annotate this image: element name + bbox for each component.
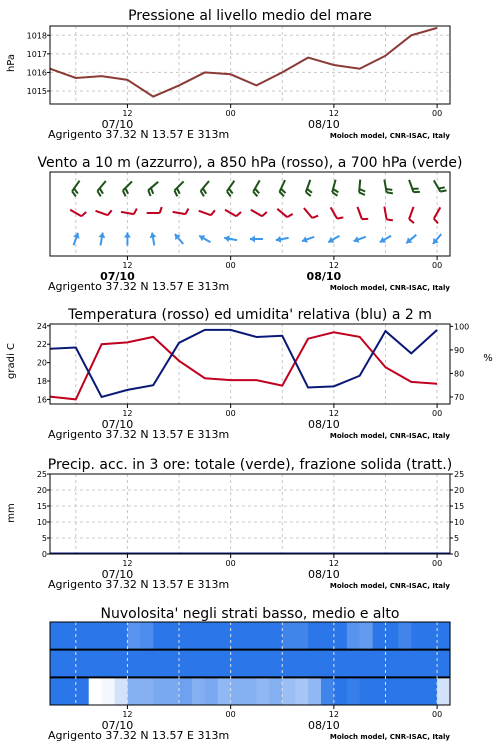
cloud-cell-alto (334, 622, 348, 650)
cloud-cell-basso (334, 677, 348, 705)
x-tick-label: 00 (432, 109, 443, 118)
cloud-cell-medio (50, 650, 64, 678)
pressure-frame (50, 26, 450, 104)
x-tick-label: 12 (328, 559, 339, 568)
wind-barb-10m (380, 236, 391, 243)
x-tick-label: 12 (328, 261, 339, 270)
cloud-cell-medio (256, 650, 270, 678)
y-tick-label: 10 (36, 518, 47, 527)
wind-barb-700 (97, 181, 105, 196)
barb-shaft (148, 182, 158, 190)
barb-flag (409, 219, 414, 223)
cloud-cell-alto (231, 622, 245, 650)
wind-barb-700 (384, 180, 393, 194)
x-tick-label: 00 (225, 409, 236, 418)
pressure-panel (6, 8, 450, 141)
cloud-cell-alto (385, 622, 399, 650)
wind-barb-10m (406, 235, 416, 243)
location-label: Agrigento 37.32 N 13.57 E 313m (48, 729, 230, 742)
date-label: 07/10 (100, 270, 135, 283)
wind-barb-850 (304, 208, 318, 218)
cloud-cell-basso (385, 677, 399, 705)
barb-flag (201, 191, 204, 196)
barb-flag (236, 212, 241, 216)
cloud-cell-medio (179, 650, 193, 678)
wind-barb-700 (280, 180, 286, 196)
cloud-cell-alto (411, 622, 425, 650)
cloud-cell-basso (437, 677, 451, 705)
cloud-cell-basso (231, 677, 245, 705)
cloud-cell-basso (360, 677, 374, 705)
barb-shaft (359, 180, 360, 193)
cloud-cell-alto (360, 622, 374, 650)
temperature-panel (6, 307, 493, 441)
cloud-cell-medio (89, 650, 103, 678)
cloud-cell-medio (192, 650, 206, 678)
pressure-ylabel: hPa (6, 53, 17, 73)
wind-barb-700 (174, 181, 183, 196)
cloud-cell-basso (411, 677, 425, 705)
y-tick-label-right: 25 (454, 470, 465, 479)
wind-barb-10m (302, 236, 314, 243)
barb-flag (332, 192, 337, 195)
cloud-cell-medio (398, 650, 412, 678)
wind-barb-10m (124, 233, 131, 246)
barb-head (250, 236, 255, 243)
cloud-cell-alto (63, 622, 77, 650)
location-label: Agrigento 37.32 N 13.57 E 313m (48, 128, 230, 141)
pressure-line (50, 28, 437, 97)
wind-barb-10m (224, 235, 237, 242)
barb-shaft (96, 211, 108, 215)
cloud-cell-medio (140, 650, 154, 678)
wind-barb-850 (70, 210, 86, 217)
barb-flag (387, 219, 393, 220)
wind-barb-700 (123, 181, 132, 196)
wind-barb-700 (72, 181, 79, 197)
cloud-cell-basso (140, 677, 154, 705)
barb-flag (185, 209, 188, 215)
x-tick-label: 00 (225, 559, 236, 568)
barb-shaft (384, 180, 386, 193)
cloud-cell-basso (127, 677, 141, 705)
cloud-cell-medio (76, 650, 90, 678)
wind-barb-700 (359, 180, 365, 195)
wind-barb-10m (328, 236, 339, 243)
wind-barb-700 (148, 182, 158, 196)
cloud-cell-medio (218, 650, 232, 678)
cloud-cell-basso (424, 677, 438, 705)
cloud-cell-alto (424, 622, 438, 650)
barb-flag (203, 188, 206, 193)
cloud-cell-basso (63, 677, 77, 705)
credit-label: Moloch model, CNR-ISAC, Italy (329, 284, 450, 292)
cloud-cell-basso (256, 677, 270, 705)
cloud-cell-alto (256, 622, 270, 650)
x-tick-label: 12 (122, 109, 133, 118)
cloud-cell-basso (205, 677, 219, 705)
barb-flag (386, 189, 392, 190)
cloud-cell-medio (244, 650, 258, 678)
cloud-cell-alto (50, 622, 64, 650)
cloud-cell-basso (308, 677, 322, 705)
y-tick-label: 16 (36, 395, 47, 405)
y-tick-label: 1016 (26, 68, 47, 78)
barb-flag (262, 212, 267, 216)
y-tick-label: 20 (36, 486, 47, 495)
cloud-cell-medio (282, 650, 296, 678)
y-tick-label-right: 5 (454, 534, 460, 543)
wind-barb-10m (250, 236, 263, 243)
cloud-cell-medio (437, 650, 451, 678)
barb-flag (81, 212, 86, 216)
cloud-cell-alto (102, 622, 116, 650)
cloud-cell-alto (218, 622, 232, 650)
x-tick-label: 12 (122, 559, 133, 568)
cloud-cell-alto (166, 622, 180, 650)
wind-barb-850 (331, 207, 344, 218)
barb-flag (134, 209, 137, 215)
wind-barb-10m (150, 233, 157, 246)
barb-flag (72, 191, 76, 196)
cloud-cell-alto (321, 622, 335, 650)
wind-barb-700 (227, 181, 234, 197)
location-label: Agrigento 37.32 N 13.57 E 313m (48, 280, 230, 293)
y-tick-label: 15 (36, 502, 47, 511)
x-tick-label: 12 (328, 710, 339, 719)
cloud-cell-basso (347, 677, 361, 705)
cloud-cell-alto (192, 622, 206, 650)
x-tick-label: 12 (328, 409, 339, 418)
wind-barb-10m (199, 235, 210, 242)
cloud-cell-basso (244, 677, 258, 705)
precipitation-ylabel: mm (6, 503, 17, 523)
precipitation-panel (6, 457, 464, 591)
x-tick-label: 00 (225, 710, 236, 719)
y-tick-label: 25 (36, 470, 47, 479)
cloud-cell-basso (218, 677, 232, 705)
cloud-cell-basso (89, 677, 103, 705)
precipitation-title: Precip. acc. in 3 ore: totale (verde), frazione solida (tratt.) (47, 457, 453, 473)
barb-flag (227, 191, 231, 196)
barb-flag (253, 192, 257, 197)
barb-shaft (201, 181, 209, 191)
cloud-cell-alto (140, 622, 154, 650)
barb-flag (255, 189, 259, 194)
y-tick-label-right: 20 (454, 486, 465, 495)
barb-shaft (304, 208, 312, 218)
x-tick-label: 00 (432, 409, 443, 418)
x-tick-label: 12 (122, 409, 133, 418)
cloud-cell-medio (166, 650, 180, 678)
cloud-cell-alto (127, 622, 141, 650)
cloud-cell-medio (334, 650, 348, 678)
cloud-cell-alto (115, 622, 129, 650)
x-tick-label: 12 (122, 710, 133, 719)
wind-panel (37, 155, 462, 293)
humidity-ylabel: % (483, 353, 493, 364)
barb-flag (100, 188, 103, 193)
cloud-cell-basso (321, 677, 335, 705)
barb-shaft (123, 181, 132, 190)
wind-title: Vento a 10 m (azzurro), a 850 hPa (rosso), a 700 hPa (verde) (37, 155, 463, 171)
x-tick-label: 00 (432, 261, 443, 270)
barb-shaft (251, 210, 262, 217)
cloud-cell-alto (89, 622, 103, 650)
cloud-cell-alto (244, 622, 258, 650)
y-tick-label: 1017 (26, 49, 47, 59)
wind-barb-850 (173, 209, 189, 215)
wind-barb-850 (384, 207, 393, 221)
cloud-cell-basso (102, 677, 116, 705)
credit-label: Moloch model, CNR-ISAC, Italy (329, 582, 450, 590)
barb-shaft (409, 207, 413, 219)
wind-barb-850 (96, 210, 112, 215)
wind-barb-10m (276, 236, 289, 243)
wind-barb-700 (306, 180, 312, 196)
cloud-cell-basso (398, 677, 412, 705)
barb-flag (160, 207, 162, 213)
humidity-line (50, 330, 437, 397)
date-label: 07/10 (101, 118, 134, 131)
y-tick-label: 0 (41, 550, 47, 559)
barb-flag (97, 191, 100, 196)
barb-flag (287, 214, 292, 217)
cloud-cell-alto (153, 622, 167, 650)
cloud-cell-medio (373, 650, 387, 678)
location-label: Agrigento 37.32 N 13.57 E 313m (48, 578, 230, 591)
barb-shaft (357, 207, 361, 219)
barb-flag (312, 216, 318, 218)
wind-barb-700 (253, 180, 259, 196)
cloud-cell-medio (308, 650, 322, 678)
y-tick-label-right: 90 (454, 345, 465, 355)
cloud-cell-medio (347, 650, 361, 678)
y-tick-label: 5 (41, 534, 47, 543)
wind-barb-850 (121, 209, 137, 215)
cloud-cell-basso (282, 677, 296, 705)
date-label: 08/10 (308, 118, 340, 131)
cloud-cell-medio (231, 650, 245, 678)
temperature-title: Temperatura (rosso) ed umidita' relativa (blu) a 2 m (68, 307, 432, 323)
wind-barb-700 (332, 180, 338, 196)
date-label: 08/10 (308, 418, 340, 431)
cloud-cell-alto (269, 622, 283, 650)
wind-frame (50, 172, 450, 256)
y-tick-label-right: 80 (454, 369, 465, 379)
wind-barb-850 (277, 209, 292, 217)
barb-shaft (384, 207, 386, 220)
wind-barb-10m (175, 234, 183, 244)
y-tick-label: 18 (36, 377, 47, 387)
y-tick-label-right: 10 (454, 518, 465, 527)
cloud-cell-basso (153, 677, 167, 705)
date-label: 07/10 (101, 719, 134, 732)
cloud-cell-alto (205, 622, 219, 650)
wind-barb-10m (73, 233, 80, 245)
credit-label: Moloch model, CNR-ISAC, Italy (329, 733, 450, 741)
barb-flag (108, 210, 112, 215)
precipitation-frame (50, 474, 450, 554)
barb-shaft (174, 181, 183, 190)
cloud-cell-alto (308, 622, 322, 650)
barb-shaft (121, 212, 134, 214)
barb-flag (281, 189, 286, 193)
cloud-cell-alto (347, 622, 361, 650)
wind-barb-10m (433, 234, 441, 244)
location-label: Agrigento 37.32 N 13.57 E 313m (48, 428, 230, 441)
date-label: 08/10 (308, 568, 340, 581)
cloud-cell-medio (424, 650, 438, 678)
x-tick-label: 12 (122, 261, 133, 270)
y-tick-label-right: 100 (454, 322, 470, 332)
barb-flag (359, 189, 365, 192)
cloud-cell-basso (179, 677, 193, 705)
barb-flag (211, 210, 215, 215)
barb-flag (440, 190, 446, 191)
date-label: 07/10 (101, 418, 134, 431)
y-tick-label: 24 (36, 321, 47, 331)
cloud-cell-alto (76, 622, 90, 650)
wind-barb-700 (201, 181, 209, 196)
cloud-cell-medio (63, 650, 77, 678)
barb-shaft (173, 212, 186, 214)
wind-barb-850 (225, 210, 241, 217)
x-tick-label: 00 (432, 559, 443, 568)
credit-label: Moloch model, CNR-ISAC, Italy (329, 432, 450, 440)
barb-flag (439, 187, 445, 188)
wind-barb-700 (409, 180, 420, 192)
barb-flag (359, 192, 365, 195)
cloud-cell-medio (205, 650, 219, 678)
barb-flag (307, 189, 312, 193)
barb-flag (123, 191, 126, 197)
barb-flag (337, 217, 343, 218)
cloud-cell-basso (166, 677, 180, 705)
wind-barb-850 (357, 207, 368, 219)
wind-barb-850 (409, 207, 414, 223)
barb-flag (148, 190, 150, 196)
cloud-cell-basso (269, 677, 283, 705)
cloud-cell-medio (321, 650, 335, 678)
date-label: 08/10 (306, 270, 342, 283)
credit-label: Moloch model, CNR-ISAC, Italy (329, 132, 450, 140)
cloud-cell-alto (437, 622, 451, 650)
cloud-panel (48, 606, 451, 742)
cloud-cell-medio (411, 650, 425, 678)
cloud-cell-medio (127, 650, 141, 678)
cloud-cell-alto (373, 622, 387, 650)
cloud-cell-medio (385, 650, 399, 678)
pressure-title: Pressione al livello medio del mare (128, 8, 372, 24)
y-tick-label: 20 (36, 358, 47, 368)
temperature-ylabel: gradi C (6, 343, 17, 379)
barb-shaft (409, 180, 413, 192)
cloud-cell-medio (295, 650, 309, 678)
wind-barb-850 (199, 210, 215, 215)
barb-shaft (97, 181, 105, 191)
x-tick-label: 00 (225, 109, 236, 118)
barb-flag (151, 188, 153, 194)
cloud-cell-basso (115, 677, 129, 705)
wind-barb-850 (147, 207, 162, 213)
cloud-cell-alto (398, 622, 412, 650)
cloud-cell-basso (76, 677, 90, 705)
cloud-cell-basso (295, 677, 309, 705)
barb-flag (125, 188, 128, 194)
cloud-cell-basso (50, 677, 64, 705)
cloud-cell-alto (295, 622, 309, 650)
barb-flag (174, 191, 177, 197)
barb-head (124, 233, 131, 238)
wind-barb-10m (354, 236, 366, 243)
barb-flag (387, 192, 393, 193)
barb-flag (177, 188, 180, 194)
cloud-cell-medio (102, 650, 116, 678)
x-tick-label: 00 (432, 710, 443, 719)
y-tick-label: 1018 (26, 31, 47, 41)
barb-flag (306, 192, 311, 196)
cloud-cell-medio (360, 650, 374, 678)
cloud-cell-medio (115, 650, 129, 678)
x-tick-label: 12 (328, 109, 339, 118)
date-label: 07/10 (101, 568, 134, 581)
y-tick-label: 1015 (26, 87, 47, 96)
wind-barb-10m (98, 233, 105, 246)
cloud-cell-alto (179, 622, 193, 650)
wind-barb-700 (434, 180, 447, 191)
wind-barb-850 (251, 210, 267, 217)
y-tick-label-right: 0 (454, 550, 460, 559)
cloud-title: Nuvolosita' negli strati basso, medio e alto (100, 606, 400, 622)
cloud-cell-basso (192, 677, 206, 705)
x-tick-label: 00 (225, 261, 236, 270)
cloud-cell-alto (282, 622, 296, 650)
date-label: 08/10 (308, 719, 340, 732)
cloud-cell-medio (269, 650, 283, 678)
y-tick-label-right: 70 (454, 392, 465, 402)
y-tick-label-right: 15 (454, 502, 465, 511)
barb-shaft (199, 211, 211, 215)
cloud-cell-basso (373, 677, 387, 705)
cloud-cell-medio (153, 650, 167, 678)
barb-shaft (434, 180, 441, 191)
y-tick-label: 22 (36, 340, 47, 350)
